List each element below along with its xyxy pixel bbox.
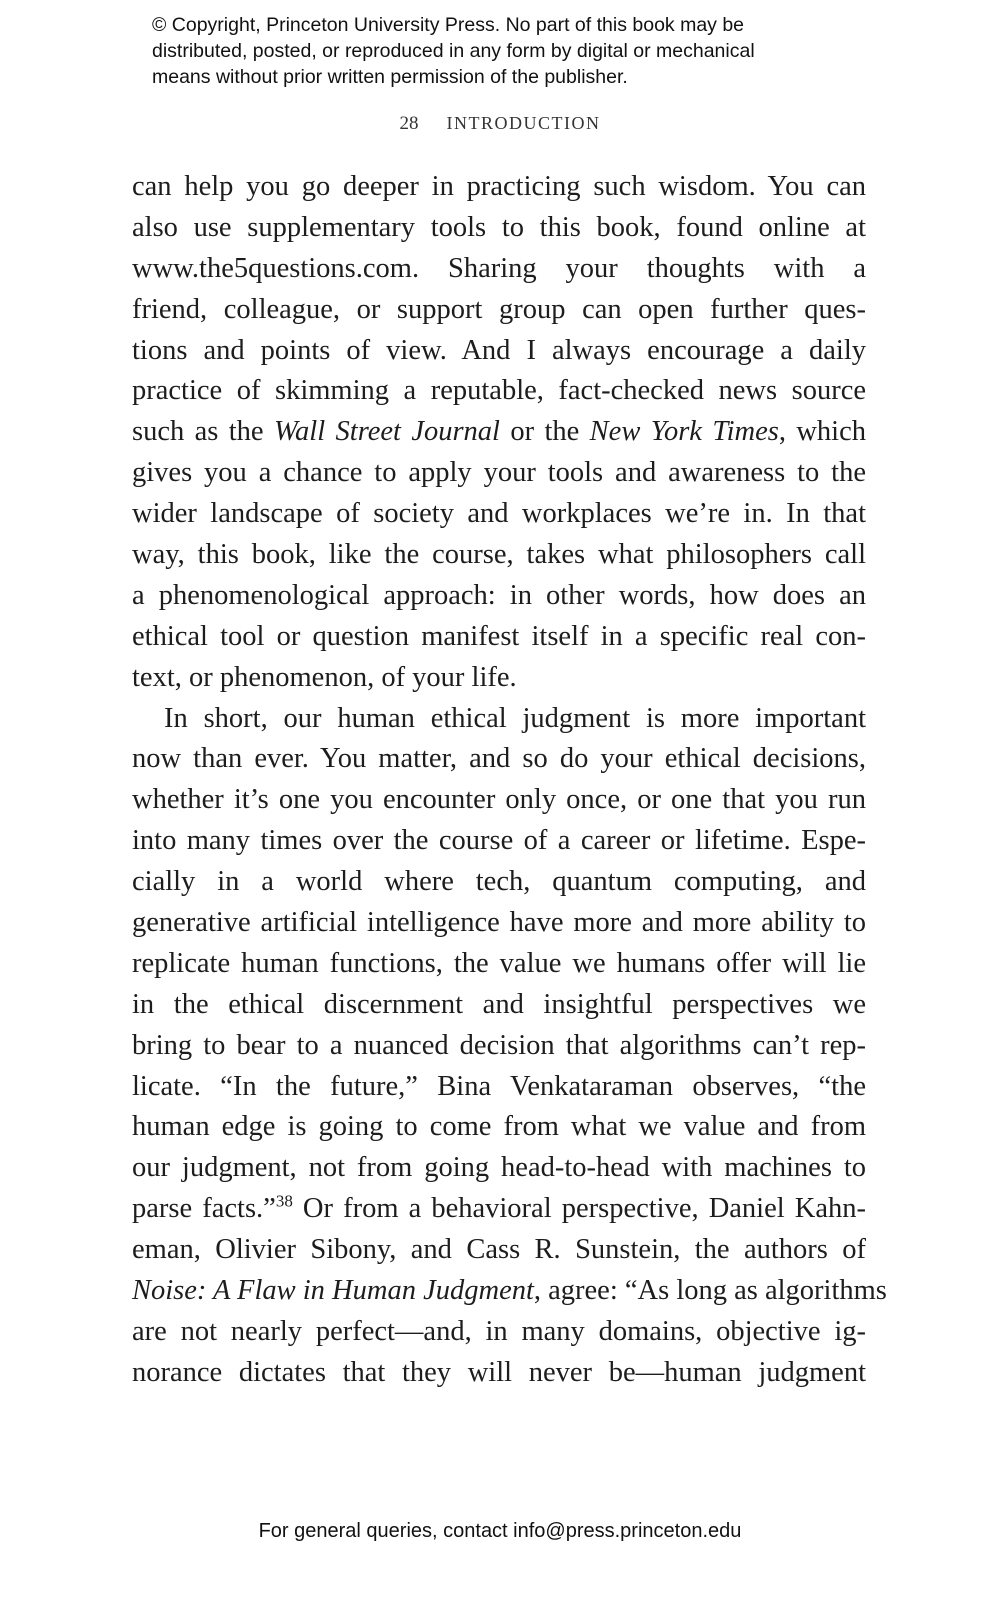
copyright-line: means without prior written permission of the publisher. [152,66,628,88]
text-span: , agree: “As long as algorithms [533,1275,887,1307]
text-line: in the ethical discernment and insightful perspectives we [132,988,866,1020]
text-line: cially in a world where tech, quantum computing, and [132,866,866,898]
copyright-line: © Copyright, Princeton University Press. No part of this book may be [152,14,745,36]
text-span: or the [499,416,590,448]
italic-title: Wall Street Journal [273,416,500,448]
copyright-notice [152,12,872,90]
text-line: wider landscape of society and workplaces we’re in. In that [132,498,866,530]
italic-title: New York Times [589,416,779,448]
text-line: eman, Olivier Sibony, and Cass R. Sunstein, the authors of [132,1234,866,1266]
text-line [132,1271,887,1312]
text-span: Or from a behavioral perspective, Daniel Kahn- [292,1193,866,1225]
text-line: tions and points of view. And I always encourage a daily [132,334,866,366]
footer-contact: For general queries, contact info@press.princeton.edu [258,1520,742,1542]
text-line: can help you go deeper in practicing such wisdom. You can [132,171,866,202]
text-line: licate. “In the future,” Bina Venkataraman observes, “the [132,1070,866,1102]
text-line: ethical tool or question manifest itself in a specific real con- [132,620,866,652]
text-line: In short, our human ethical judgment is more important [164,702,866,734]
text-span: parse facts.” [132,1193,276,1225]
text-line: www.the5questions.com. Sharing your thoughts with a [132,252,866,284]
body-text [132,167,887,1394]
text-line: text, or phenomenon, of your life. [132,661,517,693]
page-number: 28 [399,113,419,134]
copyright-line: distributed, posted, or reproduced in any form by digital or mechanical [152,40,755,62]
text-line: whether it’s one you encounter only once, or one that you run [132,784,866,816]
text-line: our judgment, not from going head-to-head with machines to [132,1152,866,1184]
footnote-reference[interactable]: 38 [275,1191,293,1211]
text-line [132,412,866,453]
text-line: now than ever. You matter, and so do your ethical decisions, [132,743,866,775]
text-line: replicate human functions, the value we humans offer will lie [132,947,866,979]
text-line: bring to bear to a nuanced decision that algorithms can’t rep- [132,1029,866,1061]
text-line: generative artificial intelligence have more and more ability to [132,907,866,939]
italic-title: Noise: A Flaw in Human Judgment [132,1275,534,1307]
text-line: into many times over the course of a career or lifetime. Espe- [132,825,866,857]
text-line: friend, colleague, or support group can open further ques- [132,293,866,325]
text-line: practice of skimming a reputable, fact-checked news source [132,375,866,407]
text-span: such as the [132,416,274,448]
text-line: a phenomenological approach: in other words, how does an [132,579,866,611]
running-head [0,113,1000,135]
text-line: gives you a chance to apply your tools and awareness to the [132,457,866,489]
text-span: , which [778,416,866,448]
text-line: way, this book, like the course, takes what philosophers call [132,539,866,571]
text-line [132,1189,866,1230]
text-line: norance dictates that they will never be—human judgment [132,1356,866,1388]
text-line: human edge is going to come from what we value and from [132,1111,866,1143]
section-title: INTRODUCTION [446,113,601,133]
text-line: are not nearly perfect—and, in many domains, objective ig- [132,1315,866,1347]
text-line: also use supplementary tools to this book, found online at [132,211,866,243]
